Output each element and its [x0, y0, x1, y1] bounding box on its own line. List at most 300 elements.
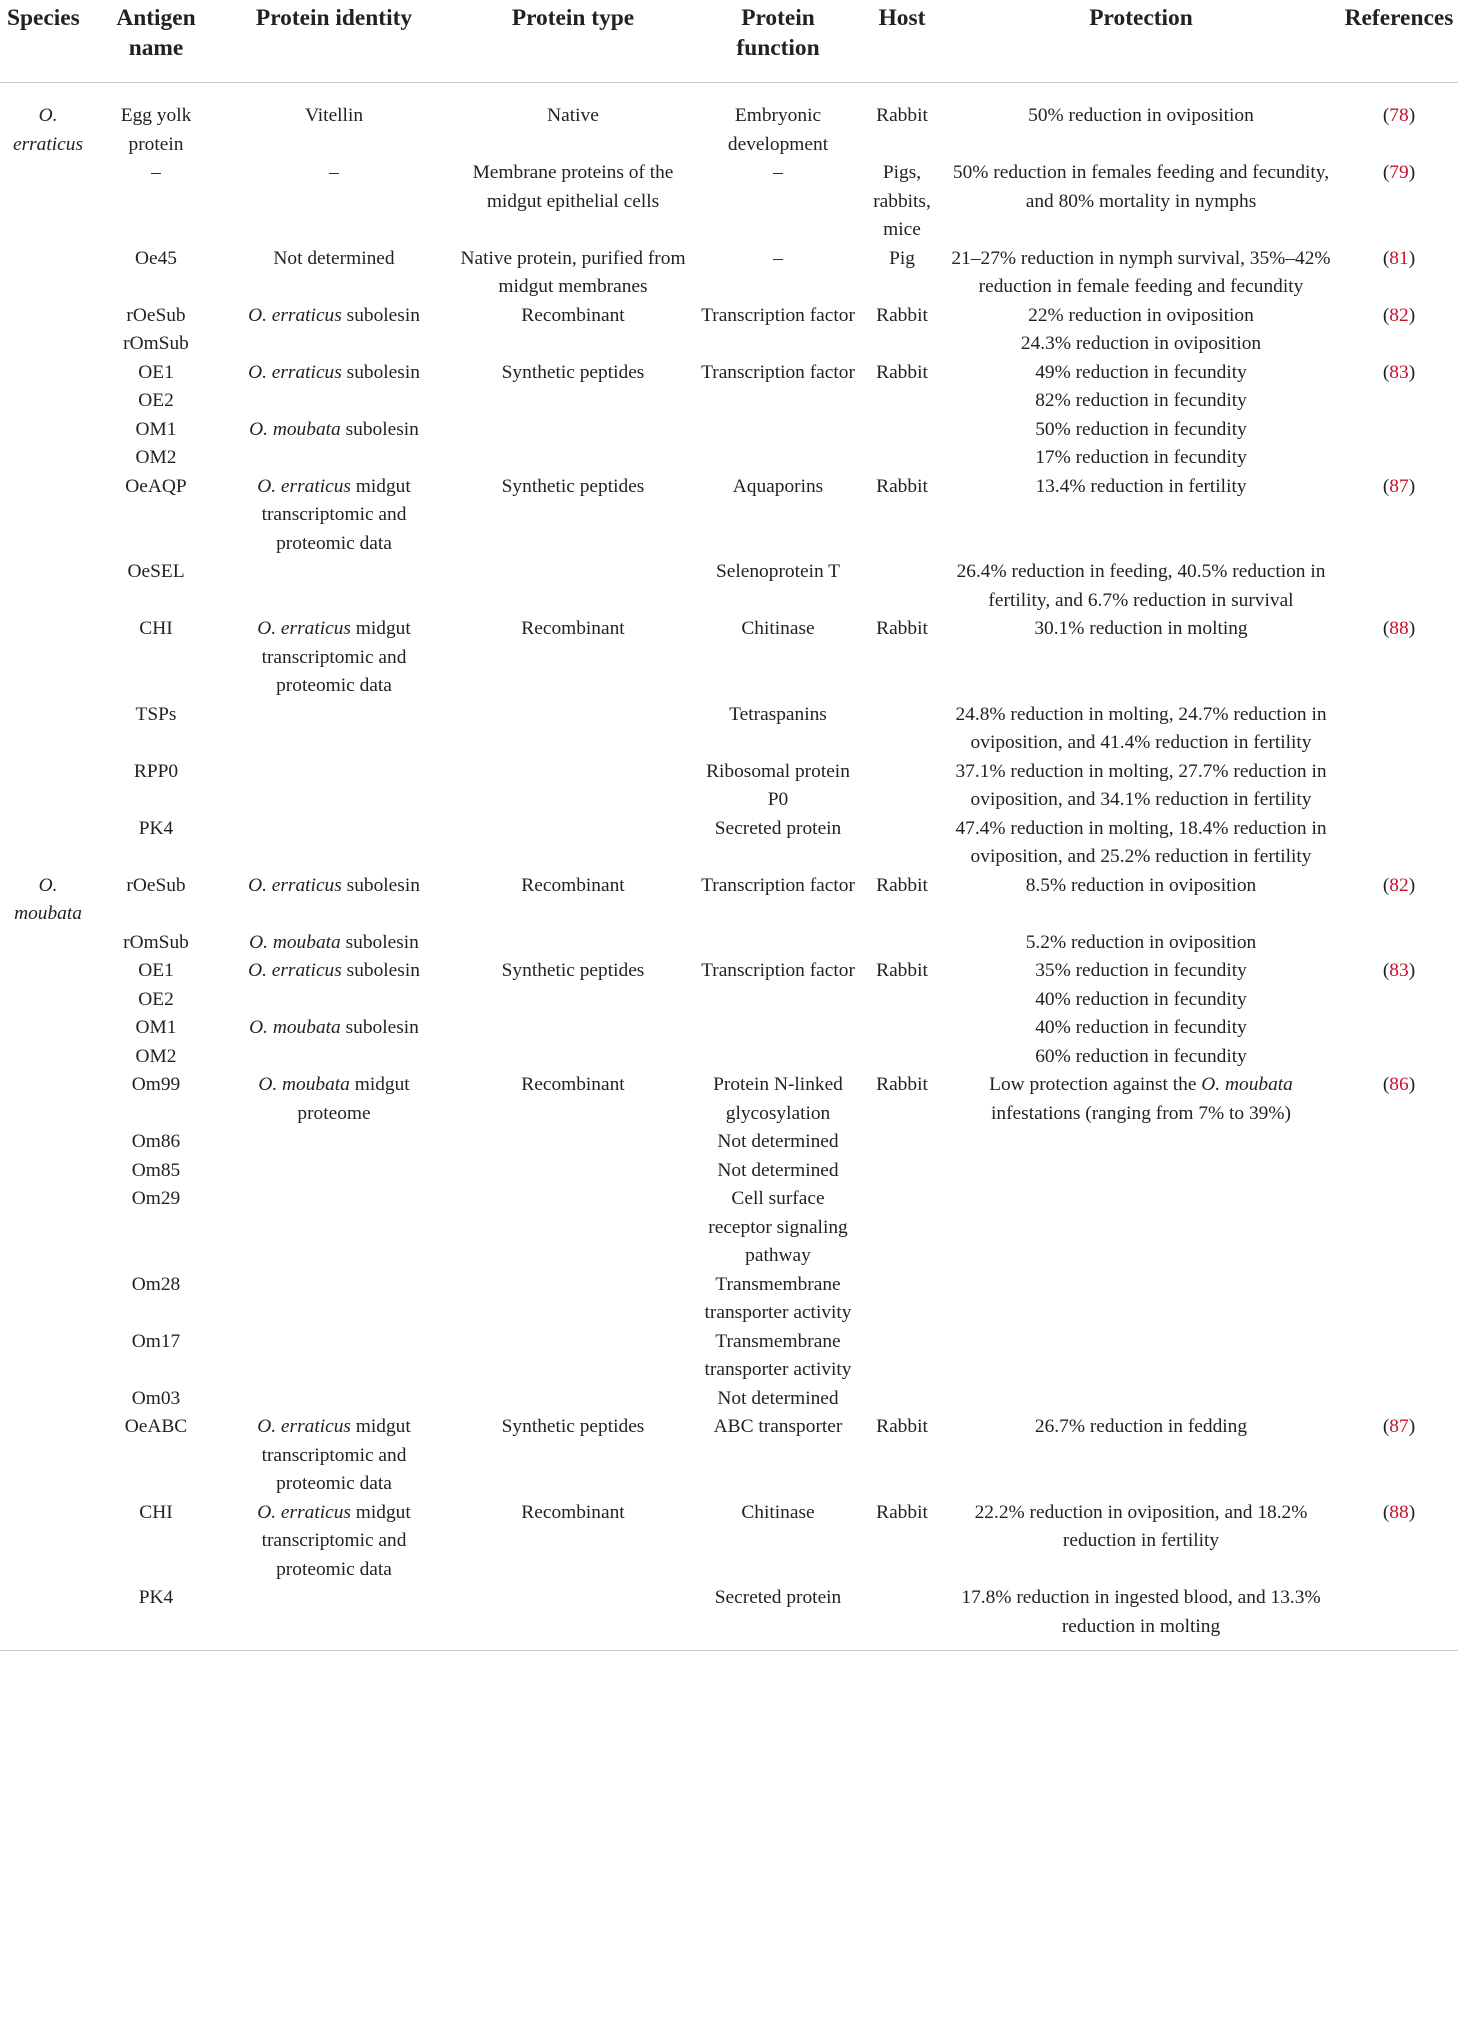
host: Pig	[889, 247, 915, 269]
reference-cell	[1340, 1071, 1458, 1128]
table-row	[0, 444, 1458, 473]
protein-function-cell	[694, 159, 862, 245]
host-cell	[862, 416, 942, 445]
ref-paren-open: (	[1382, 1416, 1390, 1437]
protein-type-cell	[452, 1385, 694, 1414]
reference-cell	[1340, 872, 1458, 929]
ref-paren-open: (	[1382, 874, 1390, 896]
antigen-cell	[96, 1185, 216, 1271]
header-protein-type: Protein type	[452, 0, 694, 83]
protection-text: 37.1% reduction in molting, 27.7% reduction in oviposition, and 34.1% reduction in fertility	[955, 760, 1327, 810]
antigen-cell	[96, 815, 216, 872]
protection-cell	[942, 986, 1340, 1015]
table-row	[0, 701, 1458, 758]
protein-type-cell	[452, 1185, 694, 1271]
protection-cell	[942, 957, 1340, 986]
reference-cell	[1340, 1385, 1458, 1414]
protein-type-cell	[452, 758, 694, 815]
protection-text: 17.8% reduction in ingested blood, and 13.3% reduction in molting	[961, 1587, 1321, 1637]
protein-function-cell	[694, 615, 862, 701]
protein-type: Recombinant	[521, 874, 625, 896]
reference-link[interactable]: 83	[1389, 361, 1409, 383]
protein-function-cell	[694, 416, 862, 445]
antigen-name: OE2	[138, 988, 174, 1010]
protection-text: infestations (ranging from 7% to 39%)	[991, 1102, 1291, 1124]
identity-text: subolesin	[341, 304, 420, 326]
header-species: Species	[0, 0, 96, 83]
protein-function: Transmembrane transporter activity	[704, 1273, 852, 1323]
protein-type-cell	[452, 1328, 694, 1385]
identity-species: O. erraticus	[257, 1416, 351, 1437]
protein-type-cell	[452, 330, 694, 359]
protein-function-cell	[694, 245, 862, 302]
ref-paren-close: )	[1408, 618, 1416, 639]
species-cell	[0, 986, 96, 1015]
identity-cell	[216, 444, 452, 473]
antigen-name: rOeSub	[126, 304, 186, 326]
reference-cell	[1340, 815, 1458, 872]
host-cell	[862, 929, 942, 958]
table-row	[0, 1271, 1458, 1328]
protein-function-cell	[694, 957, 862, 986]
identity-cell	[216, 815, 452, 872]
protein-function-cell	[694, 473, 862, 559]
ref-paren-close: )	[1408, 304, 1416, 326]
reference-cell	[1340, 558, 1458, 615]
reference-cell	[1340, 1413, 1458, 1499]
ref-paren-open: (	[1382, 618, 1390, 639]
reference-cell	[1340, 957, 1458, 986]
host-cell	[862, 1499, 942, 1585]
identity-cell	[216, 245, 452, 302]
header-host: Host	[862, 0, 942, 83]
table-row	[0, 359, 1458, 388]
reference-cell	[1340, 473, 1458, 559]
protection-cell	[942, 1584, 1340, 1651]
identity-cell	[216, 330, 452, 359]
header-references: References	[1340, 0, 1458, 83]
identity-text: subolesin	[341, 874, 420, 896]
protein-function-cell	[694, 330, 862, 359]
species-cell	[0, 473, 96, 559]
protein-function-cell	[694, 83, 862, 160]
species-cell	[0, 1385, 96, 1414]
protein-function-cell	[694, 1328, 862, 1385]
protection-cell	[942, 872, 1340, 929]
reference-cell	[1340, 1271, 1458, 1328]
protein-function: Transcription factor	[701, 960, 855, 981]
protection-cell	[942, 758, 1340, 815]
identity-text: subolesin	[340, 1017, 419, 1038]
reference-cell	[1340, 245, 1458, 302]
protein-type-cell	[452, 615, 694, 701]
identity-text: subolesin	[340, 418, 419, 440]
reference-cell	[1340, 1128, 1458, 1157]
antigen-name: OeAQP	[125, 475, 187, 497]
protein-function-cell	[694, 1413, 862, 1499]
host: Pigs, rabbits, mice	[873, 162, 931, 240]
table-row	[0, 758, 1458, 815]
protection-text: 50% reduction in females feeding and fecundity, and 80% mortality in nymphs	[952, 162, 1330, 212]
host-cell	[862, 815, 942, 872]
antigen-cell	[96, 1157, 216, 1186]
reference-link[interactable]: 79	[1389, 162, 1409, 183]
protection-cell	[942, 359, 1340, 388]
protein-type: Synthetic peptides	[501, 475, 645, 497]
reference-cell	[1340, 416, 1458, 445]
protection-cell	[942, 330, 1340, 359]
species-cell	[0, 615, 96, 701]
host: Rabbit	[876, 960, 928, 981]
table-row	[0, 929, 1458, 958]
antigen-cell	[96, 1071, 216, 1128]
host-cell	[862, 245, 942, 302]
protein-function-cell	[694, 701, 862, 758]
protection-cell	[942, 929, 1340, 958]
ref-paren-open: (	[1382, 1501, 1390, 1523]
protein-function-cell	[694, 558, 862, 615]
protein-function: Not determined	[717, 1387, 839, 1409]
identity-species: O. erraticus	[257, 1501, 351, 1523]
host-cell	[862, 1271, 942, 1328]
species-cell	[0, 1413, 96, 1499]
identity-cell	[216, 1128, 452, 1157]
host-cell	[862, 1328, 942, 1385]
host: Rabbit	[876, 304, 928, 326]
table-row	[0, 1128, 1458, 1157]
reference-cell	[1340, 1584, 1458, 1651]
protection-text: 13.4% reduction in fertility	[1035, 475, 1247, 497]
identity-cell	[216, 1014, 452, 1043]
protection-cell	[942, 1499, 1340, 1585]
species-cell	[0, 1328, 96, 1385]
protein-function: Not determined	[717, 1131, 839, 1152]
antigen-cell	[96, 330, 216, 359]
protein-function: Aquaporins	[732, 475, 824, 497]
host-cell	[862, 701, 942, 758]
protection-cell	[942, 1185, 1340, 1271]
protein-type-cell	[452, 1499, 694, 1585]
identity-cell	[216, 701, 452, 758]
protein-function-cell	[694, 1584, 862, 1651]
reference-cell	[1340, 701, 1458, 758]
identity-cell	[216, 302, 452, 331]
protection-cell	[942, 444, 1340, 473]
reference-cell	[1340, 1499, 1458, 1585]
protection-cell	[942, 416, 1340, 445]
antigen-cell	[96, 1385, 216, 1414]
reference-cell	[1340, 302, 1458, 331]
species-cell	[0, 387, 96, 416]
protein-type-cell	[452, 1128, 694, 1157]
protein-type-cell	[452, 359, 694, 388]
protection-text: 26.7% reduction in fedding	[1034, 1416, 1248, 1437]
antigen-cell	[96, 701, 216, 758]
antigen-name: Om85	[131, 1159, 181, 1181]
protein-type-cell	[452, 1413, 694, 1499]
protein-type-cell	[452, 1584, 694, 1651]
ref-paren-close: )	[1408, 475, 1416, 497]
table-row	[0, 558, 1458, 615]
antigen-name: Om86	[131, 1131, 181, 1152]
identity-cell	[216, 929, 452, 958]
protein-function-cell	[694, 872, 862, 929]
table-row	[0, 986, 1458, 1015]
identity-text: Vitellin	[304, 105, 364, 126]
protection-text: 47.4% reduction in molting, 18.4% reduction in oviposition, and 25.2% reduction in fertility	[955, 817, 1327, 867]
protein-type-cell	[452, 1157, 694, 1186]
antigen-cell	[96, 558, 216, 615]
reference-link[interactable]: 86	[1389, 1074, 1409, 1095]
protein-function-cell	[694, 1071, 862, 1128]
protein-function-cell	[694, 758, 862, 815]
protein-type-cell	[452, 872, 694, 929]
species-cell	[0, 1128, 96, 1157]
protection-text: 17% reduction in fecundity	[1035, 447, 1247, 468]
species-cell	[0, 1157, 96, 1186]
table-row	[0, 83, 1458, 160]
species-cell	[0, 558, 96, 615]
reference-cell	[1340, 758, 1458, 815]
protection-text: 22.2% reduction in oviposition, and 18.2% reduction in fertility	[974, 1501, 1308, 1551]
antigen-name: CHI	[139, 618, 173, 639]
species-cell	[0, 701, 96, 758]
ref-paren-close: )	[1408, 1416, 1416, 1437]
protein-function: Chitinase	[741, 1501, 815, 1523]
protein-function: Transcription factor	[701, 361, 855, 383]
header-antigen-name: Antigen name	[96, 0, 216, 83]
protection-text: 60% reduction in fecundity	[1035, 1045, 1247, 1067]
antigen-cell	[96, 1128, 216, 1157]
protection-text: 35% reduction in fecundity	[1035, 960, 1247, 981]
protein-type-cell	[452, 245, 694, 302]
ref-paren-open: (	[1382, 475, 1390, 497]
identity-cell	[216, 1157, 452, 1186]
table-row	[0, 387, 1458, 416]
protein-type-cell	[452, 701, 694, 758]
protein-type: Membrane proteins of the midgut epithelial cells	[472, 162, 674, 212]
table-row	[0, 872, 1458, 929]
table-row	[0, 1157, 1458, 1186]
reference-cell	[1340, 1157, 1458, 1186]
identity-species: O. moubata	[249, 931, 341, 953]
protein-function-cell	[694, 359, 862, 388]
protein-function-cell	[694, 1128, 862, 1157]
protein-function-cell	[694, 815, 862, 872]
identity-cell	[216, 957, 452, 986]
antigen-name: Om29	[131, 1188, 181, 1209]
protein-type-cell	[452, 416, 694, 445]
protein-type-cell	[452, 83, 694, 160]
identity-species: O. moubata	[249, 1017, 341, 1038]
table-row	[0, 330, 1458, 359]
species-cell	[0, 929, 96, 958]
identity-cell	[216, 1413, 452, 1499]
host-cell	[862, 159, 942, 245]
host: Rabbit	[876, 1501, 928, 1523]
protein-type-cell	[452, 1071, 694, 1128]
protection-text: 24.8% reduction in molting, 24.7% reduction in oviposition, and 41.4% reduction in fertility	[955, 703, 1327, 753]
antigen-cell	[96, 872, 216, 929]
protein-function: Transcription factor	[701, 304, 855, 326]
protection-cell	[942, 1385, 1340, 1414]
identity-text: midgut proteome	[297, 1074, 410, 1124]
antigen-name: CHI	[139, 1501, 173, 1523]
table-row	[0, 245, 1458, 302]
identity-species: O. erraticus	[248, 361, 342, 383]
ref-paren-open: (	[1382, 247, 1390, 269]
antigen-name: OeABC	[124, 1416, 188, 1437]
protection-cell	[942, 302, 1340, 331]
antigen-cell	[96, 387, 216, 416]
ref-paren-close: )	[1408, 1501, 1416, 1523]
ref-paren-open: (	[1382, 960, 1390, 981]
protein-function: ABC transporter	[713, 1416, 843, 1437]
antigen-name: rOmSub	[123, 333, 189, 354]
species-cell	[0, 1185, 96, 1271]
identity-species: O. erraticus	[257, 475, 351, 497]
reference-cell	[1340, 83, 1458, 160]
species-cell	[0, 815, 96, 872]
protein-function-cell	[694, 302, 862, 331]
protection-cell	[942, 1413, 1340, 1499]
antigen-cell	[96, 444, 216, 473]
ref-paren-open: (	[1382, 361, 1390, 383]
identity-species: O. erraticus	[248, 960, 342, 981]
table-row	[0, 159, 1458, 245]
reference-link[interactable]: 87	[1389, 1416, 1409, 1437]
host-cell	[862, 302, 942, 331]
antigen-cell	[96, 1043, 216, 1072]
protein-function: Embryonic development	[727, 105, 829, 155]
ref-paren-open: (	[1382, 105, 1390, 126]
species-cell	[0, 872, 96, 929]
identity-cell	[216, 1271, 452, 1328]
header-protein-function: Protein function	[694, 0, 862, 83]
identity-text: midgut transcriptomic and proteomic data	[261, 475, 411, 554]
table-row	[0, 416, 1458, 445]
antigen-name: rOmSub	[123, 931, 189, 953]
reference-link[interactable]: 88	[1389, 1501, 1409, 1523]
identity-text: subolesin	[341, 960, 420, 981]
identity-species: O. moubata	[258, 1074, 350, 1095]
protein-function-cell	[694, 387, 862, 416]
antigen-cell	[96, 416, 216, 445]
antigen-name: OM2	[135, 447, 177, 468]
protection-cell	[942, 245, 1340, 302]
reference-link[interactable]: 87	[1389, 475, 1409, 497]
host-cell	[862, 558, 942, 615]
species-cell	[0, 359, 96, 388]
protein-type: Native	[547, 105, 599, 126]
host-cell	[862, 473, 942, 559]
protection-species: O. moubata	[1201, 1074, 1293, 1095]
reference-link[interactable]: 81	[1389, 247, 1409, 269]
host-cell	[862, 1071, 942, 1128]
identity-text: midgut transcriptomic and proteomic data	[261, 1501, 411, 1580]
antigen-name: rOeSub	[126, 874, 186, 896]
species-cell	[0, 758, 96, 815]
reference-cell	[1340, 1185, 1458, 1271]
ref-paren-open: (	[1382, 1074, 1390, 1095]
protein-type: Recombinant	[521, 304, 625, 326]
reference-cell	[1340, 615, 1458, 701]
protection-cell	[942, 815, 1340, 872]
reference-link[interactable]: 78	[1389, 105, 1409, 126]
identity-cell	[216, 872, 452, 929]
protein-type: Recombinant	[521, 1074, 625, 1095]
protein-function-cell	[694, 1185, 862, 1271]
protection-text: 50% reduction in fecundity	[1035, 418, 1247, 440]
protection-cell	[942, 615, 1340, 701]
identity-species: O. erraticus	[248, 304, 342, 326]
protection-text: 8.5% reduction in oviposition	[1025, 874, 1257, 896]
ref-paren-close: )	[1408, 162, 1416, 183]
protection-cell	[942, 1128, 1340, 1157]
identity-species: O. moubata	[249, 418, 341, 440]
antigen-name: OeSEL	[127, 561, 185, 582]
antigen-cell	[96, 1499, 216, 1585]
antigen-cell	[96, 359, 216, 388]
protein-type: Synthetic peptides	[501, 1416, 645, 1437]
protection-text: 5.2% reduction in oviposition	[1025, 931, 1257, 953]
antigen-cell	[96, 159, 216, 245]
reference-link[interactable]: 88	[1389, 618, 1409, 639]
antigen-name: OE1	[138, 960, 174, 981]
protein-function-cell	[694, 986, 862, 1015]
host: Rabbit	[876, 618, 928, 639]
antigen-name: Om17	[131, 1330, 181, 1352]
protection-text: 22% reduction in oviposition	[1028, 304, 1254, 326]
protection-cell	[942, 1157, 1340, 1186]
reference-link[interactable]: 83	[1389, 960, 1409, 981]
protection-cell	[942, 1271, 1340, 1328]
species-cell	[0, 1584, 96, 1651]
ref-paren-close: )	[1408, 247, 1416, 269]
host-cell	[862, 872, 942, 929]
header-protection: Protection	[942, 0, 1340, 83]
reference-cell	[1340, 1014, 1458, 1043]
host-cell	[862, 1014, 942, 1043]
identity-cell	[216, 1071, 452, 1128]
protein-function: Secreted protein	[714, 1587, 842, 1608]
protein-type-cell	[452, 986, 694, 1015]
reference-link[interactable]: 82	[1389, 874, 1409, 896]
host-cell	[862, 1385, 942, 1414]
reference-cell	[1340, 1043, 1458, 1072]
host-cell	[862, 758, 942, 815]
reference-link[interactable]: 82	[1389, 304, 1409, 326]
species-cell	[0, 330, 96, 359]
species-cell	[0, 83, 96, 160]
reference-cell	[1340, 330, 1458, 359]
antigen-cell	[96, 1584, 216, 1651]
host-cell	[862, 615, 942, 701]
protection-cell	[942, 1328, 1340, 1385]
identity-cell	[216, 416, 452, 445]
protection-text: 82% reduction in fecundity	[1035, 390, 1247, 411]
header-protein-identity: Protein identity	[216, 0, 452, 83]
host-cell	[862, 986, 942, 1015]
antigen-cell	[96, 83, 216, 160]
protection-text: 21–27% reduction in nymph survival, 35%–42% reduction in female feeding and fecundity	[951, 247, 1331, 297]
table-row	[0, 1385, 1458, 1414]
antigen-name: OE2	[138, 390, 174, 411]
ref-paren-close: )	[1408, 1074, 1416, 1095]
species-name: O. moubata	[14, 874, 82, 924]
identity-cell	[216, 986, 452, 1015]
table-row	[0, 302, 1458, 331]
